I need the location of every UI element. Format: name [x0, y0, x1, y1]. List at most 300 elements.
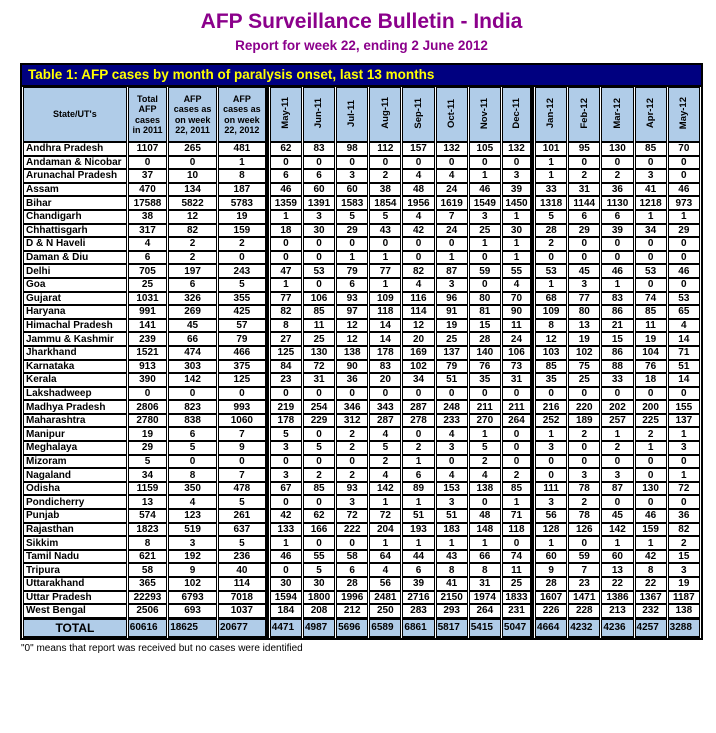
value-cell: 112 [369, 142, 401, 156]
value-cell: 138 [668, 604, 700, 618]
value-cell: 22 [601, 577, 633, 591]
value-cell: 213 [601, 604, 633, 618]
table-row [23, 183, 700, 197]
value-cell: 1 [369, 278, 401, 292]
value-cell: 104 [635, 346, 667, 360]
value-cell: 204 [369, 523, 401, 537]
value-cell: 20 [402, 332, 434, 346]
state-cell: Sikkim [23, 536, 127, 550]
value-cell: 0 [303, 278, 335, 292]
value-cell: 11 [303, 319, 335, 333]
value-cell: 123 [168, 509, 217, 523]
value-cell: 83 [369, 360, 401, 374]
value-cell: 25 [128, 278, 167, 292]
month-header [601, 87, 633, 142]
month-header [668, 87, 700, 142]
value-cell: 1130 [601, 196, 633, 210]
value-cell: 29 [336, 224, 368, 238]
value-cell: 0 [168, 455, 217, 469]
value-cell: 5 [535, 210, 567, 224]
state-cell: Jharkhand [23, 346, 127, 360]
value-cell: 0 [270, 237, 302, 251]
value-cell: 7018 [218, 591, 269, 605]
value-cell: 0 [168, 156, 217, 170]
value-cell: 19 [436, 319, 468, 333]
month-header [369, 87, 401, 142]
value-cell: 0 [635, 237, 667, 251]
state-cell: Bihar [23, 196, 127, 210]
value-cell: 0 [635, 455, 667, 469]
value-cell: 5 [303, 563, 335, 577]
value-cell: 6 [168, 278, 217, 292]
value-cell: 53 [535, 264, 567, 278]
value-cell: 39 [402, 577, 434, 591]
total-value: 4257 [635, 618, 667, 638]
value-cell: 62 [303, 509, 335, 523]
value-cell: 18 [270, 224, 302, 238]
value-cell: 7 [218, 427, 269, 441]
table-row [23, 332, 700, 346]
value-cell: 0 [601, 237, 633, 251]
value-cell: 25 [568, 373, 600, 387]
value-cell: 2 [336, 441, 368, 455]
value-cell: 270 [469, 414, 501, 428]
state-cell: Nagaland [23, 468, 127, 482]
column-header: State/UT's [23, 87, 127, 142]
month-header-label: Mar-12 [611, 98, 623, 129]
value-cell: 34 [635, 224, 667, 238]
value-cell: 0 [635, 495, 667, 509]
value-cell: 375 [218, 360, 269, 374]
value-cell: 0 [303, 387, 335, 401]
value-cell: 1359 [270, 196, 302, 210]
value-cell: 0 [535, 468, 567, 482]
value-cell: 96 [436, 292, 468, 306]
column-header: AFP cases as on week 22, 2011 [168, 87, 217, 142]
value-cell: 4 [436, 468, 468, 482]
value-cell: 55 [502, 264, 534, 278]
state-cell: Manipur [23, 427, 127, 441]
table-title-bar: Table 1: AFP cases by month of paralysis onset, last 13 months [20, 63, 703, 87]
value-cell: 142 [168, 373, 217, 387]
table-row [23, 305, 700, 319]
value-cell: 0 [668, 278, 700, 292]
value-cell: 29 [128, 441, 167, 455]
value-cell: 3 [436, 441, 468, 455]
value-cell: 0 [568, 237, 600, 251]
value-cell: 82 [668, 523, 700, 537]
value-cell: 28 [535, 224, 567, 238]
value-cell: 114 [218, 577, 269, 591]
value-cell: 0 [601, 251, 633, 265]
value-cell: 51 [436, 373, 468, 387]
state-cell: West Bengal [23, 604, 127, 618]
value-cell: 3 [568, 468, 600, 482]
value-cell: 46 [668, 264, 700, 278]
value-cell: 46 [469, 183, 501, 197]
value-cell: 5 [168, 441, 217, 455]
total-value: 4471 [270, 618, 302, 638]
value-cell: 8 [535, 319, 567, 333]
value-cell: 43 [436, 550, 468, 564]
value-cell: 3 [436, 278, 468, 292]
table-row [23, 495, 700, 509]
table-row [23, 169, 700, 183]
value-cell: 42 [402, 224, 434, 238]
value-cell: 200 [635, 400, 667, 414]
value-cell: 72 [668, 482, 700, 496]
value-cell: 823 [168, 400, 217, 414]
value-cell: 1833 [502, 591, 534, 605]
value-cell: 133 [270, 523, 302, 537]
value-cell: 79 [218, 332, 269, 346]
value-cell: 2 [601, 169, 633, 183]
total-value: 6589 [369, 618, 401, 638]
value-cell: 128 [535, 523, 567, 537]
value-cell: 0 [469, 495, 501, 509]
value-cell: 86 [601, 305, 633, 319]
value-cell: 0 [568, 387, 600, 401]
value-cell: 355 [218, 292, 269, 306]
value-cell: 225 [635, 414, 667, 428]
state-cell: Haryana [23, 305, 127, 319]
value-cell: 23 [568, 577, 600, 591]
value-cell: 6 [303, 169, 335, 183]
value-cell: 0 [336, 536, 368, 550]
page-title: AFP Surveillance Bulletin - India [200, 10, 523, 33]
state-cell: Chandigarh [23, 210, 127, 224]
value-cell: 252 [535, 414, 567, 428]
value-cell: 5 [336, 210, 368, 224]
value-cell: 0 [270, 495, 302, 509]
value-cell: 1 [336, 251, 368, 265]
month-header [270, 87, 302, 142]
table-row [23, 224, 700, 238]
month-header-label: Apr-12 [644, 98, 656, 129]
value-cell: 0 [218, 387, 269, 401]
value-cell: 82 [168, 224, 217, 238]
month-header [535, 87, 567, 142]
state-cell: Uttarakhand [23, 577, 127, 591]
table-row [23, 292, 700, 306]
value-cell: 1607 [535, 591, 567, 605]
value-cell: 1144 [568, 196, 600, 210]
value-cell: 0 [303, 455, 335, 469]
state-cell: Daman & Diu [23, 251, 127, 265]
value-cell: 11 [502, 319, 534, 333]
value-cell: 64 [369, 550, 401, 564]
value-cell: 0 [668, 251, 700, 265]
value-cell: 5783 [218, 196, 269, 210]
value-cell: 2 [336, 468, 368, 482]
value-cell: 187 [218, 183, 269, 197]
value-cell: 1 [469, 169, 501, 183]
value-cell: 40 [218, 563, 269, 577]
value-cell: 8 [635, 563, 667, 577]
value-cell: 85 [535, 360, 567, 374]
value-cell: 1 [402, 455, 434, 469]
value-cell: 6 [336, 278, 368, 292]
value-cell: 0 [270, 156, 302, 170]
value-cell: 93 [336, 482, 368, 496]
state-cell: Delhi [23, 264, 127, 278]
value-cell: 35 [469, 373, 501, 387]
state-cell: Arunachal Pradesh [23, 169, 127, 183]
value-cell: 0 [668, 387, 700, 401]
state-cell: Jammu & Kashmir [23, 332, 127, 346]
value-cell: 0 [336, 237, 368, 251]
value-cell: 0 [535, 455, 567, 469]
value-cell: 15 [601, 332, 633, 346]
state-cell: Uttar Pradesh [23, 591, 127, 605]
value-cell: 6 [402, 563, 434, 577]
value-cell: 29 [568, 224, 600, 238]
table-row [23, 414, 700, 428]
value-cell: 48 [402, 183, 434, 197]
value-cell: 140 [469, 346, 501, 360]
value-cell: 111 [535, 482, 567, 496]
state-cell: Himachal Pradesh [23, 319, 127, 333]
value-cell: 4 [502, 278, 534, 292]
value-cell: 0 [303, 251, 335, 265]
value-cell: 4 [369, 468, 401, 482]
value-cell: 222 [336, 523, 368, 537]
value-cell: 1 [635, 441, 667, 455]
table-row [23, 360, 700, 374]
value-cell: 90 [502, 305, 534, 319]
table-row [23, 237, 700, 251]
value-cell: 12 [168, 210, 217, 224]
table-row [23, 550, 700, 564]
header-row [23, 87, 700, 142]
value-cell: 278 [402, 414, 434, 428]
value-cell: 36 [601, 183, 633, 197]
value-cell: 0 [469, 156, 501, 170]
value-cell: 3 [336, 495, 368, 509]
value-cell: 0 [635, 251, 667, 265]
value-cell: 269 [168, 305, 217, 319]
value-cell: 125 [270, 346, 302, 360]
value-cell: 425 [218, 305, 269, 319]
value-cell: 51 [436, 509, 468, 523]
value-cell: 231 [502, 604, 534, 618]
value-cell: 87 [436, 264, 468, 278]
value-cell: 1 [436, 251, 468, 265]
value-cell: 474 [168, 346, 217, 360]
value-cell: 74 [635, 292, 667, 306]
value-cell: 6 [601, 210, 633, 224]
month-header-label: May-11 [280, 97, 292, 130]
value-cell: 106 [303, 292, 335, 306]
value-cell: 66 [168, 332, 217, 346]
value-cell: 0 [369, 237, 401, 251]
table-row [23, 591, 700, 605]
value-cell: 77 [270, 292, 302, 306]
value-cell: 109 [369, 292, 401, 306]
value-cell: 5 [270, 427, 302, 441]
value-cell: 250 [369, 604, 401, 618]
value-cell: 2 [303, 468, 335, 482]
value-cell: 1956 [402, 196, 434, 210]
value-cell: 0 [303, 495, 335, 509]
total-value: 5817 [436, 618, 468, 638]
value-cell: 0 [336, 455, 368, 469]
value-cell: 35 [535, 373, 567, 387]
value-cell: 78 [568, 482, 600, 496]
value-cell: 303 [168, 360, 217, 374]
value-cell: 2 [635, 427, 667, 441]
value-cell: 13 [601, 563, 633, 577]
value-cell: 0 [303, 536, 335, 550]
state-cell: Assam [23, 183, 127, 197]
value-cell: 1 [469, 427, 501, 441]
value-cell: 3 [270, 441, 302, 455]
state-cell: Odisha [23, 482, 127, 496]
value-cell: 3 [535, 441, 567, 455]
value-cell: 478 [218, 482, 269, 496]
value-cell: 1 [535, 156, 567, 170]
value-cell: 85 [303, 305, 335, 319]
value-cell: 12 [336, 332, 368, 346]
state-cell: Madhya Pradesh [23, 400, 127, 414]
value-cell: 0 [128, 387, 167, 401]
value-cell: 14 [668, 332, 700, 346]
value-cell: 78 [568, 509, 600, 523]
value-cell: 257 [601, 414, 633, 428]
value-cell: 3 [535, 495, 567, 509]
value-cell: 7 [568, 563, 600, 577]
value-cell: 1159 [128, 482, 167, 496]
value-cell: 0 [402, 237, 434, 251]
value-cell: 9 [535, 563, 567, 577]
table-row [23, 604, 700, 618]
month-header [469, 87, 501, 142]
value-cell: 9 [218, 441, 269, 455]
state-cell: Chhattisgarh [23, 224, 127, 238]
value-cell: 137 [436, 346, 468, 360]
value-cell: 6 [168, 427, 217, 441]
value-cell: 59 [469, 264, 501, 278]
value-cell: 8 [168, 468, 217, 482]
value-cell: 0 [303, 427, 335, 441]
month-header-label: Nov-11 [479, 97, 491, 129]
value-cell: 46 [270, 183, 302, 197]
value-cell: 33 [535, 183, 567, 197]
value-cell: 19 [635, 332, 667, 346]
value-cell: 466 [218, 346, 269, 360]
value-cell: 287 [402, 400, 434, 414]
column-header: AFP cases as on week 22, 2012 [218, 87, 269, 142]
value-cell: 1367 [635, 591, 667, 605]
table-row [23, 563, 700, 577]
value-cell: 24 [436, 224, 468, 238]
value-cell: 169 [402, 346, 434, 360]
month-header [568, 87, 600, 142]
value-cell: 1391 [303, 196, 335, 210]
table-row [23, 278, 700, 292]
value-cell: 2 [568, 169, 600, 183]
value-cell: 0 [436, 237, 468, 251]
value-cell: 1 [668, 210, 700, 224]
value-cell: 2 [218, 237, 269, 251]
value-cell: 60 [601, 550, 633, 564]
value-cell: 93 [336, 292, 368, 306]
value-cell: 5 [218, 536, 269, 550]
value-cell: 1800 [303, 591, 335, 605]
value-cell: 159 [218, 224, 269, 238]
value-cell: 21 [601, 319, 633, 333]
value-cell: 178 [270, 414, 302, 428]
table-row [23, 577, 700, 591]
state-cell: Lakshadweep [23, 387, 127, 401]
value-cell: 6793 [168, 591, 217, 605]
value-cell: 229 [303, 414, 335, 428]
value-cell: 2150 [436, 591, 468, 605]
value-cell: 4 [369, 427, 401, 441]
value-cell: 5 [128, 455, 167, 469]
value-cell: 2 [535, 237, 567, 251]
value-cell: 1 [270, 210, 302, 224]
value-cell: 193 [402, 523, 434, 537]
value-cell: 0 [436, 387, 468, 401]
value-cell: 4 [436, 169, 468, 183]
month-header-label: Jul-11 [346, 99, 358, 127]
value-cell: 0 [469, 251, 501, 265]
value-cell: 2481 [369, 591, 401, 605]
value-cell: 1 [402, 536, 434, 550]
month-header-label: Aug-11 [379, 97, 391, 130]
month-header-label: Feb-12 [578, 98, 590, 129]
value-cell: 216 [535, 400, 567, 414]
table-row [23, 319, 700, 333]
value-cell: 43 [369, 224, 401, 238]
value-cell: 4 [402, 210, 434, 224]
value-cell: 178 [369, 346, 401, 360]
value-cell: 55 [303, 550, 335, 564]
month-header [336, 87, 368, 142]
value-cell: 2 [168, 251, 217, 265]
value-cell: 1 [502, 237, 534, 251]
value-cell: 0 [336, 156, 368, 170]
value-cell: 97 [336, 305, 368, 319]
value-cell: 2 [402, 441, 434, 455]
value-cell: 5 [469, 441, 501, 455]
value-cell: 0 [270, 455, 302, 469]
value-cell: 350 [168, 482, 217, 496]
value-cell: 7 [436, 210, 468, 224]
value-cell: 82 [270, 305, 302, 319]
value-cell: 42 [270, 509, 302, 523]
value-cell: 0 [436, 156, 468, 170]
value-cell: 1521 [128, 346, 167, 360]
value-cell: 1823 [128, 523, 167, 537]
value-cell: 25 [469, 224, 501, 238]
value-cell: 1031 [128, 292, 167, 306]
value-cell: 13 [128, 495, 167, 509]
value-cell: 1 [218, 156, 269, 170]
value-cell: 1 [502, 495, 534, 509]
total-value: 4664 [535, 618, 567, 638]
value-cell: 0 [601, 495, 633, 509]
value-cell: 0 [502, 387, 534, 401]
value-cell: 130 [303, 346, 335, 360]
value-cell: 228 [568, 604, 600, 618]
value-cell: 3 [668, 563, 700, 577]
value-cell: 0 [502, 441, 534, 455]
value-cell: 132 [502, 142, 534, 156]
value-cell: 0 [635, 156, 667, 170]
value-cell: 0 [336, 387, 368, 401]
